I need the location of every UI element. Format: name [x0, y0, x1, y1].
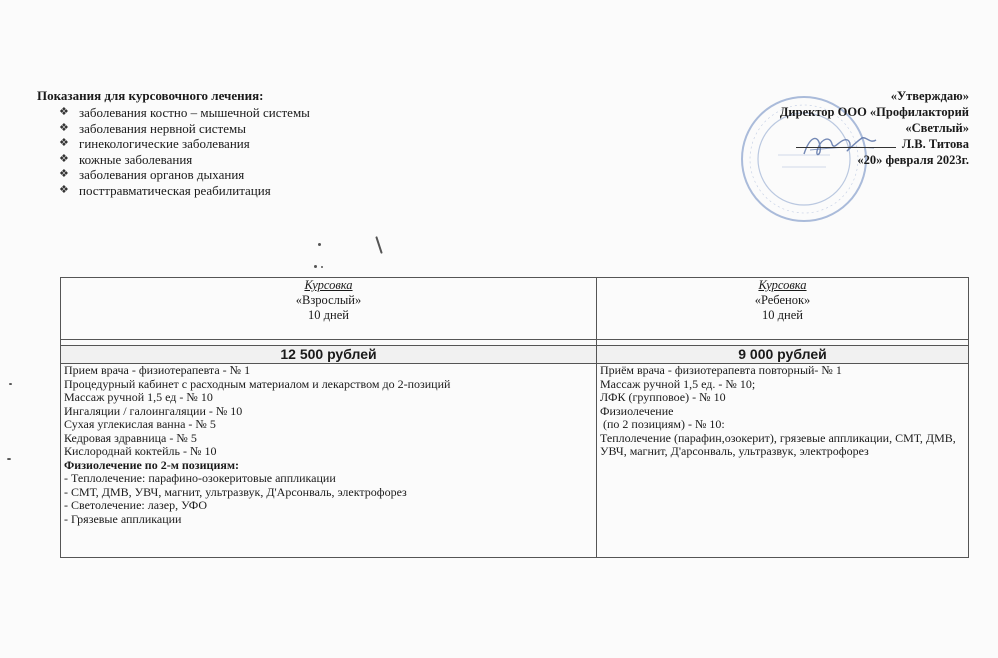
list-item: ❖ гинекологические заболевания	[59, 136, 250, 152]
adult-price: 12 500 рублей	[61, 346, 597, 364]
list-item: ❖ заболевания органов дыхания	[59, 167, 245, 183]
table-header-row	[61, 278, 969, 340]
approval-title: «Утверждаю»	[890, 89, 969, 103]
scan-speck	[318, 243, 321, 246]
list-item: Сухая углекислая ванна - № 5	[64, 417, 216, 431]
adult-physio-title: Физиолечение по 2-м позициям:	[64, 457, 240, 472]
list-item: Физиолечение	[600, 403, 674, 418]
child-physio-text: Теплолечение (парафин,озокерит), грязевые аппликации, СМТ, ДМВ, УВЧ, магнит, Д'арсонваль, ультразвук, электрофорез	[600, 430, 956, 458]
scan-speck	[7, 458, 11, 460]
table-services-row	[61, 364, 969, 558]
list-item: - Светолечение: лазер, УФО	[64, 498, 208, 512]
list-item: - СМТ, ДМВ, УВЧ, магнит, ультразвук, Д'Арсонваль, электрофорез	[64, 484, 407, 499]
list-item: ❖ кожные заболевания	[59, 151, 193, 167]
diamond-bullet-icon: ❖	[59, 121, 69, 134]
list-item: Кислороднай коктейль - № 10	[64, 444, 217, 458]
child-services-cell	[597, 364, 969, 558]
approval-organization: «Светлый»	[905, 121, 969, 135]
adult-services-cell	[61, 364, 597, 558]
child-header-cell	[597, 278, 969, 340]
scan-speck	[375, 236, 382, 254]
approval-signer: Л.В. Титова	[901, 137, 969, 151]
list-item: (по 2 позициям) - № 10:	[600, 417, 725, 431]
list-item: Массаж ручной 1,5 ед - № 10	[64, 390, 213, 404]
adult-header-label: Курсовка	[304, 278, 353, 292]
child-header-days: 10 дней	[762, 308, 803, 322]
table-price-row	[61, 346, 969, 364]
diamond-bullet-icon: ❖	[59, 152, 69, 165]
list-item: Ингаляции / галоингаляции - № 10	[64, 403, 243, 418]
list-item: ❖ заболевания костно – мышечной системы	[59, 105, 310, 120]
approval-date: «20» февраля 2023г.	[857, 153, 969, 167]
child-header-type: «Ребенок»	[754, 293, 811, 307]
list-item: Прием врача - физиотерапевта - № 1	[64, 363, 251, 377]
diamond-bullet-icon: ❖	[59, 137, 69, 150]
list-item: - Грязевые аппликации	[64, 511, 182, 526]
scan-speck	[321, 266, 323, 268]
signature-underline	[796, 147, 896, 148]
list-item: ❖ посттравматическая реабилитация	[59, 182, 271, 198]
scan-speck	[314, 265, 317, 268]
indications-block	[37, 88, 457, 199]
approval-director: Директор ООО «Профилакторий	[779, 105, 969, 119]
child-price: 9 000 рублей	[597, 346, 969, 364]
approval-block	[709, 88, 969, 168]
list-item: Кедровая здравница - № 5	[64, 430, 197, 445]
indications-title: Показания для курсовочного лечения:	[37, 88, 264, 103]
diamond-bullet-icon: ❖	[59, 168, 69, 181]
adult-header-type: «Взрослый»	[295, 293, 362, 307]
list-item: ❖ заболевания нервной системы	[59, 120, 246, 136]
list-item: ЛФК (групповое) - № 10	[600, 390, 726, 404]
approval-signature-line	[709, 136, 969, 152]
list-item: Процедурный кабинет с расходным материалом и лекарством до 2-позиций	[64, 376, 451, 391]
child-header-label: Курсовка	[758, 278, 807, 292]
diamond-bullet-icon: ❖	[59, 183, 69, 196]
list-item: Массаж ручной 1,5 ед. - № 10;	[600, 376, 756, 391]
list-item: - Теплолечение: парафино-озокеритовые аппликации	[64, 471, 336, 485]
adult-header-cell	[61, 278, 597, 340]
list-item: Приём врача - физиотерапевта повторный- № 1	[600, 363, 842, 377]
diamond-bullet-icon: ❖	[59, 106, 69, 118]
price-table	[60, 277, 969, 558]
adult-header-days: 10 дней	[308, 308, 349, 322]
scan-speck	[9, 383, 12, 385]
indications-list	[37, 105, 457, 199]
